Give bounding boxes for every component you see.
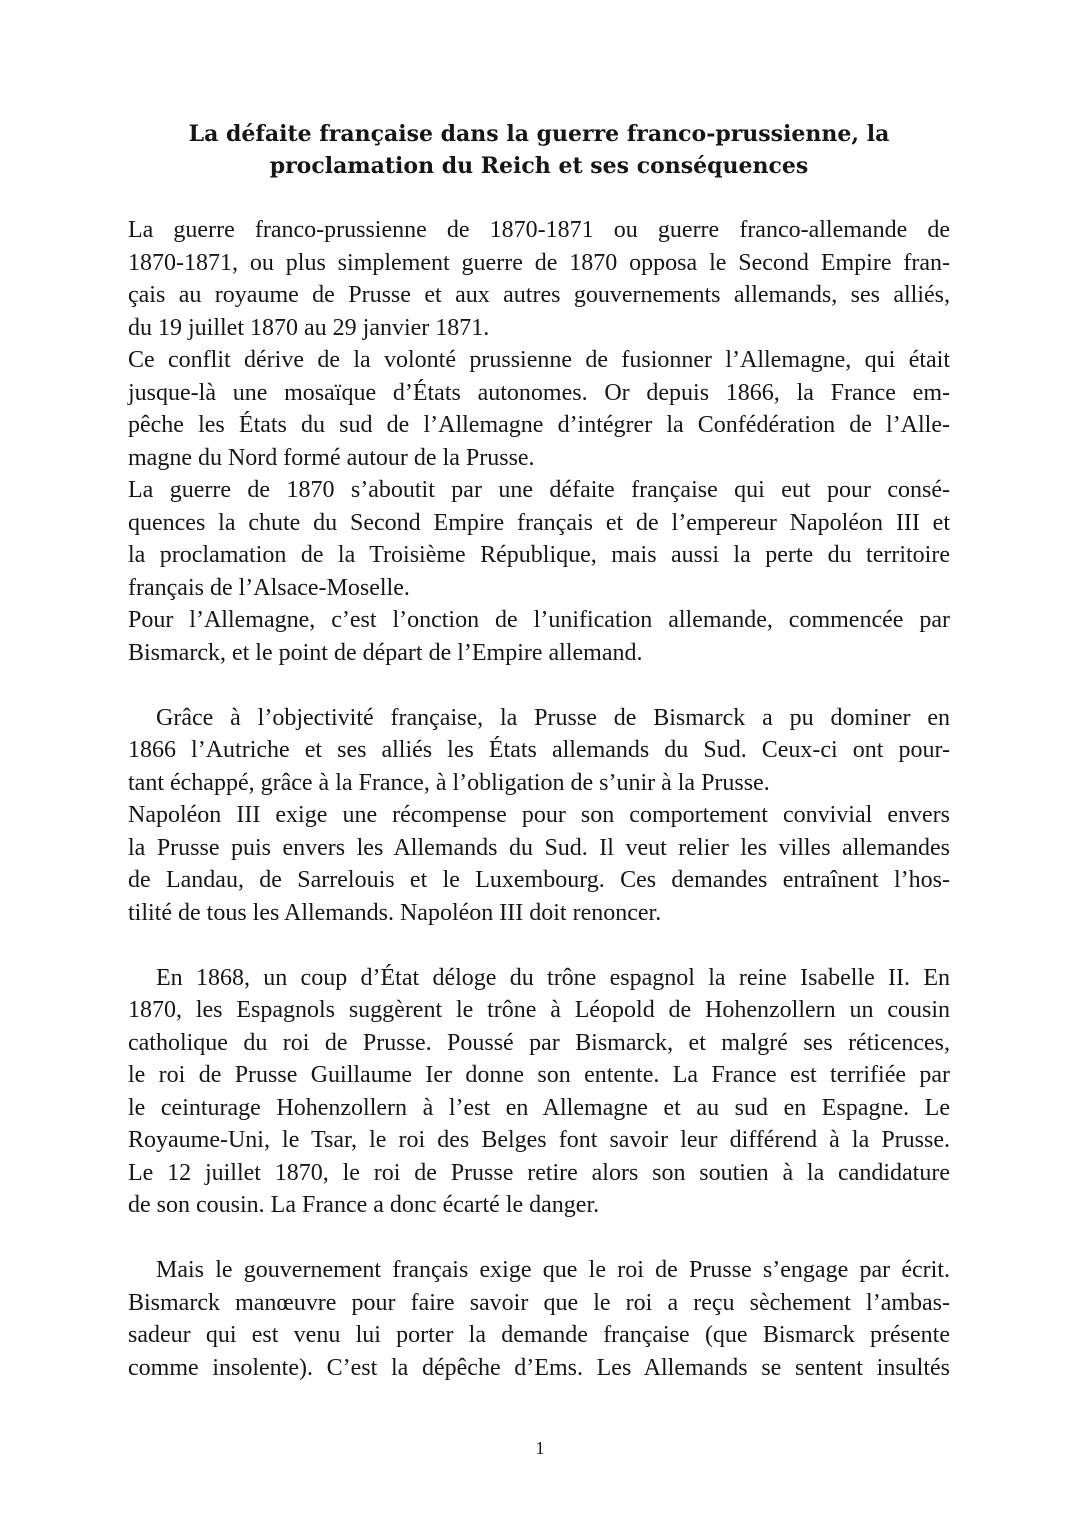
- document-title-line: proclamation du Reich et ses conséquences: [269, 153, 809, 179]
- paragraph: [128, 702, 950, 800]
- text-line: En 1868, un coup d’État déloge du trône espagnol la reine Isabelle II. En: [156, 964, 950, 991]
- text-line: çais au royaume de Prusse et aux autres gouvernements allemands, ses alliés,: [128, 282, 950, 308]
- text-line: quences la chute du Second Empire français et de l’empereur Napoléon III et: [128, 509, 950, 536]
- text-line: le roi de Prusse Guillaume Ier donne son entente. La France est terrifiée par: [128, 1062, 950, 1088]
- text-line: Mais le gouvernement français exige que le roi de Prusse s’engage par écrit.: [156, 1257, 950, 1283]
- text-line: Bismarck, et le point de départ de l’Empire allemand.: [128, 639, 643, 666]
- text-line: jusque-là une mosaïque d’États autonomes. Or depuis 1866, la France em-: [128, 379, 950, 406]
- paragraph: [128, 344, 950, 474]
- text-line: Bismarck manœuvre pour faire savoir que le roi a reçu sèchement l’ambas-: [128, 1289, 950, 1316]
- text-line: 1870, les Espagnols suggèrent le trône à Léopold de Hohenzollern un cousin: [128, 997, 950, 1023]
- text-line: Ce conflit dérive de la volonté prussienne de fusionner l’Allemagne, qui était: [128, 347, 950, 373]
- text-line: catholique du roi de Prusse. Poussé par Bismarck, et malgré ses réticences,: [128, 1029, 950, 1056]
- text-line: Royaume-Uni, le Tsar, le roi des Belges font savoir leur différend à la Prusse.: [128, 1127, 950, 1153]
- text-line: Napoléon III exige une récompense pour son comportement convivial envers: [128, 802, 950, 828]
- text-line: Grâce à l’objectivité française, la Prusse de Bismarck a pu dominer en: [156, 704, 950, 731]
- paragraph: [128, 799, 950, 929]
- text-line: La guerre franco-prussienne de 1870-1871 ou guerre franco-allemande de: [128, 217, 950, 243]
- paragraph: [128, 604, 950, 669]
- text-line: Pour l’Allemagne, c’est l’onction de l’unification allemande, commencée par: [128, 607, 950, 633]
- text-line: pêche les États du sud de l’Allemagne d’intégrer la Confédération de l’Alle-: [128, 412, 950, 438]
- paragraph: [128, 214, 950, 344]
- document-title: [128, 118, 950, 182]
- page-number: 1: [535, 1438, 545, 1458]
- paragraph: [128, 474, 950, 604]
- text-line: le ceinturage Hohenzollern à l’est en Allemagne et au sud en Espagne. Le: [128, 1094, 950, 1121]
- paragraph: [128, 962, 950, 1222]
- document-body: [128, 214, 950, 1384]
- text-line: 1870-1871, ou plus simplement guerre de 1870 opposa le Second Empire fran-: [128, 249, 950, 276]
- text-line: 1866 l’Autriche et ses alliés les États allemands du Sud. Ceux-ci ont pour-: [128, 737, 950, 763]
- text-line: tilité de tous les Allemands. Napoléon III doit renoncer.: [128, 899, 662, 926]
- text-line: magne du Nord formé autour de la Prusse.: [128, 444, 535, 471]
- text-line: sadeur qui est venu lui porter la demande française (que Bismarck présente: [128, 1322, 950, 1348]
- text-line: français de l’Alsace-Moselle.: [128, 574, 410, 601]
- text-line: comme insolente). C’est la dépêche d’Ems. Les Allemands se sentent insultés: [128, 1354, 950, 1381]
- text-line: la Prusse puis envers les Allemands du Sud. Il veut relier les villes allemandes: [128, 834, 950, 861]
- text-line: Le 12 juillet 1870, le roi de Prusse retire alors son soutien à la candidature: [128, 1159, 950, 1186]
- text-line: La guerre de 1870 s’aboutit par une défaite française qui eut pour consé-: [128, 477, 950, 503]
- text-line: de Landau, de Sarrelouis et le Luxembourg. Ces demandes entraînent l’hos-: [128, 867, 950, 893]
- text-line: de son cousin. La France a donc écarté le danger.: [128, 1192, 600, 1218]
- text-line: du 19 juillet 1870 au 29 janvier 1871.: [128, 314, 490, 341]
- document-title-line: La défaite française dans la guerre franco-prussienne, la: [188, 121, 890, 147]
- text-line: tant échappé, grâce à la France, à l’obligation de s’unir à la Prusse.: [128, 769, 770, 796]
- text-line: la proclamation de la Troisième République, mais aussi la perte du territoire: [128, 542, 950, 568]
- paragraph: [128, 1254, 950, 1384]
